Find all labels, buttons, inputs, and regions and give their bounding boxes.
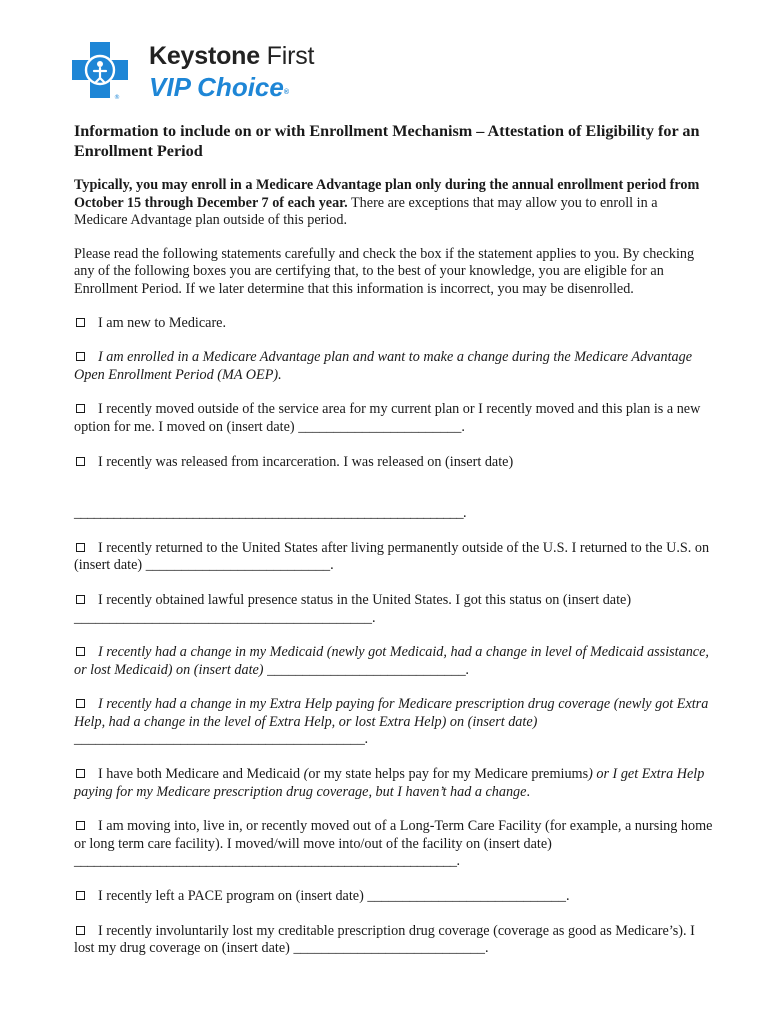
- checkbox[interactable]: [76, 647, 85, 656]
- date-blank[interactable]: _________________________________________.: [74, 731, 369, 748]
- date-blank[interactable]: __________________________.: [145, 557, 334, 574]
- checkbox-item-long-term-care: I am moving into, live in, or recently moved out of a Long-Term Care Facility (for example, a nursing home or long term care facility). I moved/will move into/out of the facility on (insert date) __________________________________________________________.: [74, 818, 713, 870]
- checkbox-item-moved: I recently moved outside of the service area for my current plan or I recently moved and this plan is a new option for me. I moved on (insert date) _______________________.: [74, 401, 701, 435]
- brand-plan-name: VIP Choice®: [149, 72, 290, 102]
- checkbox[interactable]: [76, 404, 85, 413]
- checkbox-item-new-to-medicare: I am new to Medicare.: [74, 315, 714, 333]
- date-blank[interactable]: _______________________.: [298, 418, 465, 435]
- date-blank[interactable]: ____________________________.: [267, 661, 470, 678]
- checkbox[interactable]: [76, 926, 85, 935]
- checkbox-item-incarceration: I recently was released from incarceration. I was released on (insert date) ___________________________________________________________.: [74, 453, 514, 522]
- date-blank[interactable]: ____________________________.: [367, 888, 570, 905]
- checkbox[interactable]: [76, 769, 85, 778]
- date-blank[interactable]: __________________________________________________________.: [74, 853, 460, 870]
- checkbox-item-medicaid-change: I recently had a change in my Medicaid (newly got Medicaid, had a change in level of Medicaid assistance, or lost Medicaid) on (insert date) ____________________________.: [74, 644, 709, 678]
- logo: [72, 42, 372, 104]
- checkbox[interactable]: [76, 457, 85, 466]
- checkbox[interactable]: [76, 543, 85, 552]
- checkbox-item-creditable-coverage: I recently involuntarily lost my creditable prescription drug coverage (coverage as good as Medicare’s). I lost my drug coverage on (insert date) ___________________________.: [74, 922, 695, 957]
- intro-paragraph: Typically, you may enroll in a Medicare Advantage plan only during the annual enrollment period from October 15 through December 7 of each year. There are exceptions that may allow you to enroll in a Medicare Advantage plan outside of this period.: [74, 177, 700, 229]
- checkbox[interactable]: [76, 891, 85, 900]
- instructions-paragraph: Please read the following statements carefully and check the box if the statement applies to you. By checking any of the following boxes you are certifying that, to the best of your knowledge, you are eligible for an Enrollment Period. If we later determine that this information is incorrect, you may be disenrolled.: [74, 245, 695, 297]
- checkbox-item-lawful-presence: I recently obtained lawful presence status in the United States. I got this status on (insert date) __________________________________________.: [74, 591, 632, 626]
- checkbox[interactable]: [76, 352, 85, 361]
- checkbox-item-returned-to-us: I recently returned to the United States after living permanently outside of the U.S. I returned to the U.S. on (insert date) __________________________.: [74, 539, 710, 574]
- document-body: [74, 121, 714, 975]
- checkbox-item-extra-help-change: I recently had a change in my Extra Help paying for Medicare prescription drug coverage (newly got Extra Help, had a change in the level of Extra Help, or lost Extra Help) on (insert date) _________________________________________.: [74, 696, 709, 748]
- checkbox[interactable]: [76, 699, 85, 708]
- page-title: Information to include on or with Enrollment Mechanism – Attestation of Eligibility for an Enrollment Period: [74, 122, 700, 160]
- checkbox[interactable]: [76, 595, 85, 604]
- checkbox[interactable]: [76, 821, 85, 830]
- date-blank[interactable]: ___________________________.: [293, 940, 489, 957]
- brand-name: Keystone First: [149, 42, 315, 70]
- checkbox-item-pace: I recently left a PACE program on (insert date) ____________________________.: [74, 888, 714, 906]
- checkbox-item-ma-oep: I am enrolled in a Medicare Advantage plan and want to make a change during the Medicare Advantage Open Enrollment Period (MA OEP).: [74, 349, 693, 383]
- date-blank[interactable]: ___________________________________________________________.: [74, 505, 467, 522]
- date-blank[interactable]: __________________________________________.: [74, 609, 376, 626]
- registered-mark: ®: [114, 94, 120, 101]
- checkbox-item-medicare-and-medicaid: I have both Medicare and Medicaid (or my state helps pay for my Medicare premiums) or I get Extra Help paying for my Medicare prescription drug coverage, but I haven’t had a change.: [74, 766, 705, 800]
- blue-cross-icon: [72, 42, 128, 98]
- checkbox[interactable]: [76, 318, 85, 327]
